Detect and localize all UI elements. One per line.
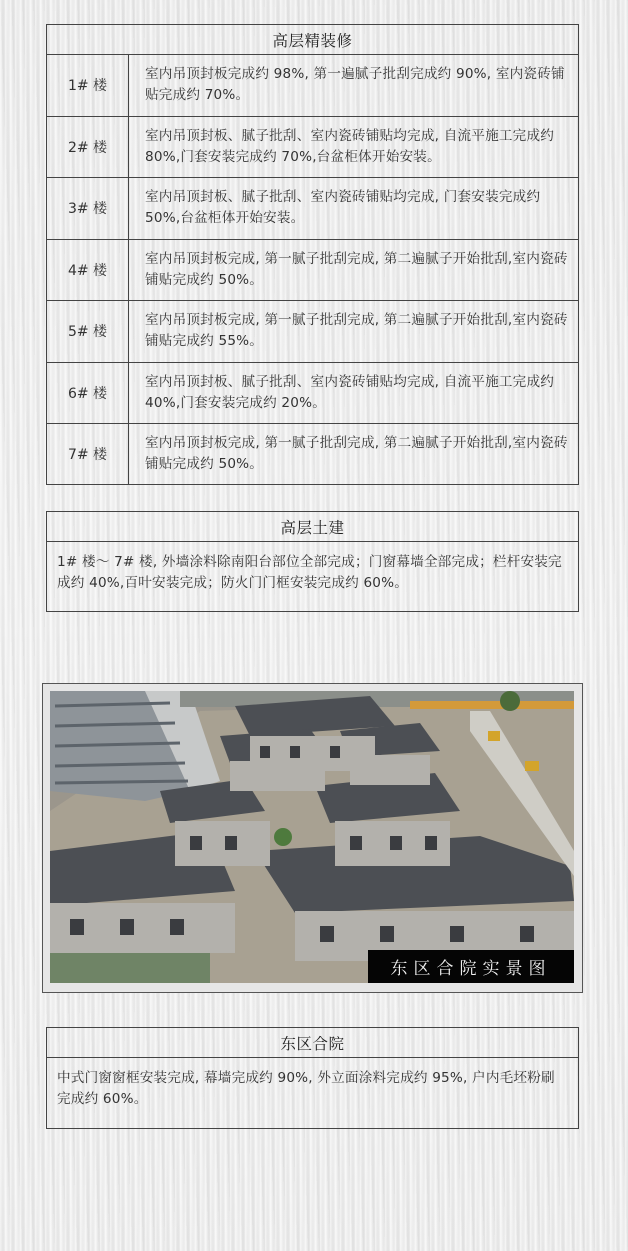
building-label: 5# 楼 (47, 301, 129, 362)
highrise-civil-table (46, 511, 579, 612)
table-row (47, 363, 578, 425)
building-label: 7# 楼 (47, 424, 129, 484)
progress-text: 1# 楼～ 7# 楼, 外墙涂料除南阳台部位全部完成；门窗幕墙全部完成；栏杆安装完成约 40%,百叶安装完成；防火门门框安装完成约 60%。 (57, 554, 562, 591)
progress-text: 室内吊顶封板、腻子批刮、室内瓷砖铺贴均完成, 自流平施工完成约 40%,门套安装完成约 20%。 (145, 373, 555, 411)
building-label: 4# 楼 (47, 240, 129, 301)
building-label: 1# 楼 (47, 55, 129, 116)
table-row (47, 55, 578, 117)
construction-site-image (50, 691, 574, 983)
progress-text: 室内吊顶封板完成, 第一腻子批刮完成, 第二遍腻子开始批刮,室内瓷砖铺贴完成约 55%。 (145, 312, 568, 350)
progress-text: 室内吊顶封板、腻子批刮、室内瓷砖铺贴均完成, 门套安装完成约 50%,台盆柜体开始安装。 (145, 189, 541, 227)
progress-text: 室内吊顶封板、腻子批刮、室内瓷砖铺贴均完成, 自流平施工完成约 80%,门套安装完成约 70%,台盆柜体开始安装。 (145, 127, 555, 165)
site-photo-frame (42, 683, 583, 993)
photo-caption: 东区合院实景图 (368, 950, 574, 983)
east-courtyard-table (46, 1027, 579, 1129)
east-courtyard-site-photo (50, 691, 574, 983)
table-row (47, 178, 578, 240)
highrise-finishing-table (46, 24, 579, 485)
progress-text: 室内吊顶封板完成, 第一腻子批刮完成, 第二遍腻子开始批刮,室内瓷砖铺贴完成约 50%。 (145, 435, 568, 472)
building-label: 3# 楼 (47, 178, 129, 239)
progress-text: 中式门窗窗框安装完成, 幕墙完成约 90%, 外立面涂料完成约 95%, 户内毛坯粉刷完成约 60%。 (57, 1070, 555, 1107)
progress-text: 室内吊顶封板完成, 第一腻子批刮完成, 第二遍腻子开始批刮,室内瓷砖铺贴完成约 50%。 (145, 250, 568, 288)
table-title: 高层土建 (47, 512, 578, 542)
progress-text: 室内吊顶封板完成约 98%, 第一遍腻子批刮完成约 90%, 室内瓷砖铺贴完成约 70%。 (145, 66, 565, 104)
table-row (47, 117, 578, 179)
table-title: 高层精装修 (47, 25, 578, 55)
table-row (47, 240, 578, 302)
table-row (47, 424, 578, 484)
table-row (47, 301, 578, 363)
table-title: 东区合院 (47, 1028, 578, 1058)
building-label: 2# 楼 (47, 117, 129, 178)
building-label: 6# 楼 (47, 363, 129, 424)
